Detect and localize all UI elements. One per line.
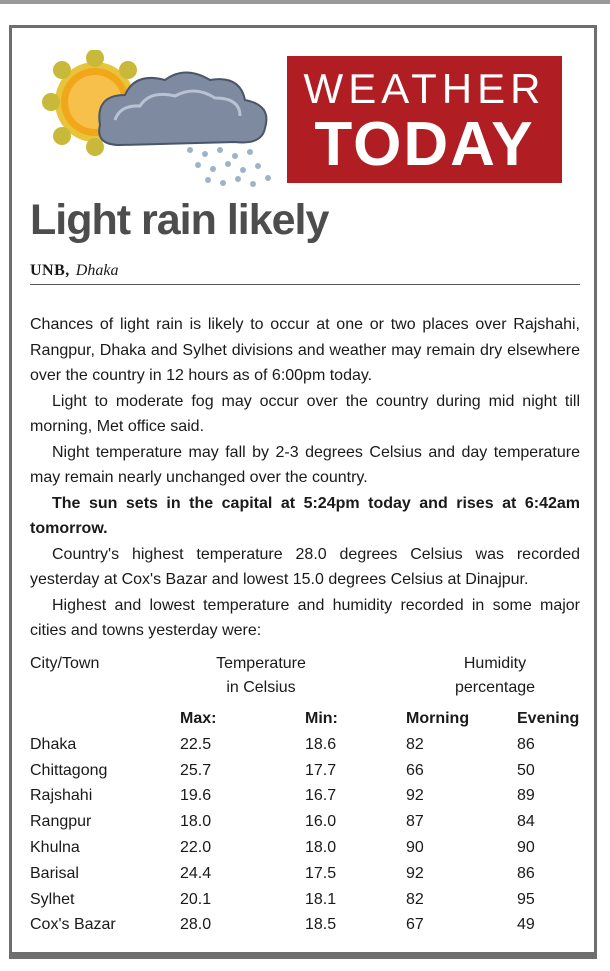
table-subheader [30,706,585,732]
cell-morning: 82 [406,890,424,908]
cell-max: 19.6 [180,787,212,805]
table-row [30,758,585,784]
cell-morning: 87 [406,813,424,831]
byline-place: Dhaka [75,262,119,279]
cell-evening: 86 [517,735,535,753]
table-row [30,732,585,758]
cell-city: Dhaka [30,735,77,753]
paragraph: Country's highest temperature 28.0 degrees Celsius was recorded yesterday at Cox's Bazar and lowest 15.0 degrees Celsius at Dinajpur. [30,545,580,588]
sub-min: Min: [305,710,338,727]
cell-max: 22.0 [180,838,212,856]
headline: Light rain likely [30,196,329,244]
byline [30,262,580,285]
cell-min: 18.1 [305,890,337,908]
weather-table [30,652,585,938]
banner-today: TODAY [314,110,535,179]
table-row [30,809,585,835]
table-row [30,835,585,861]
cell-city: Khulna [30,838,80,856]
table-row [30,887,585,913]
paragraph: Highest and lowest temperature and humidity recorded in some major cities and towns yesterday were: [30,596,580,639]
header-temp-line1: Temperature [216,655,306,672]
paragraph: Light to moderate fog may occur over the country during mid night till morning, Met office said. [30,392,580,435]
cell-morning: 67 [406,916,424,934]
table-row [30,783,585,809]
sub-evening: Evening [517,710,580,727]
cell-max: 18.0 [180,813,212,831]
cell-city: Sylhet [30,890,75,908]
cell-morning: 90 [406,838,424,856]
sub-max: Max: [180,710,217,727]
cell-min: 16.7 [305,787,337,805]
header-hum-line2: percentage [454,679,536,696]
cell-city: Barisal [30,864,79,882]
cell-max: 28.0 [180,916,212,934]
cell-min: 17.7 [305,761,337,779]
cell-min: 17.5 [305,864,337,882]
cell-city: Rajshahi [30,787,93,805]
header-humidity [440,652,550,700]
sun-cloud-rain-icon [40,50,290,190]
cell-city: Chittagong [30,761,108,779]
cell-morning: 92 [406,787,424,805]
cell-min: 16.0 [305,813,337,831]
cell-morning: 82 [406,735,424,753]
header-city: City/Town [30,655,100,672]
cell-min: 18.5 [305,916,337,934]
table-header [30,652,585,706]
table-row [30,912,585,938]
cell-city: Cox's Bazar [30,916,116,934]
cell-max: 25.7 [180,761,212,779]
paragraph: Night temperature may fall by 2-3 degrees Celsius and day temperature may remain nearly unchanged over the country. [30,443,580,486]
cell-max: 24.4 [180,864,212,882]
cell-city: Rangpur [30,813,92,831]
cell-evening: 50 [517,761,535,779]
cell-evening: 89 [517,787,535,805]
cell-evening: 49 [517,916,535,934]
banner-weather: WEATHER [303,65,546,112]
cell-evening: 90 [517,838,535,856]
cell-max: 20.1 [180,890,212,908]
paragraph: Chances of light rain is likely to occur at one or two places over Rajshahi, Rangpur, Dhaka and Sylhet divisions and weather may remain dry elsewhere over the country in 12 hours as of 6:00pm today. [30,316,580,384]
table-row [30,861,585,887]
cell-min: 18.0 [305,838,337,856]
rain-icon [187,147,271,187]
weather-today-banner [287,56,562,183]
cell-evening: 84 [517,813,535,831]
top-rule [0,0,610,4]
cell-morning: 92 [406,864,424,882]
header-hum-line1: Humidity [463,655,527,672]
sub-morning: Morning [406,710,470,727]
cell-max: 22.5 [180,735,212,753]
article-body [30,312,580,644]
header-temperature [205,652,317,700]
sunset-paragraph: The sun sets in the capital at 5:24pm today and rises at 6:42am tomorrow. [30,494,580,537]
cell-evening: 86 [517,864,535,882]
cell-morning: 66 [406,761,424,779]
cell-min: 18.6 [305,735,337,753]
byline-agency: UNB, [30,262,70,279]
cell-evening: 95 [517,890,535,908]
header-temp-line2: in Celsius [226,679,296,696]
